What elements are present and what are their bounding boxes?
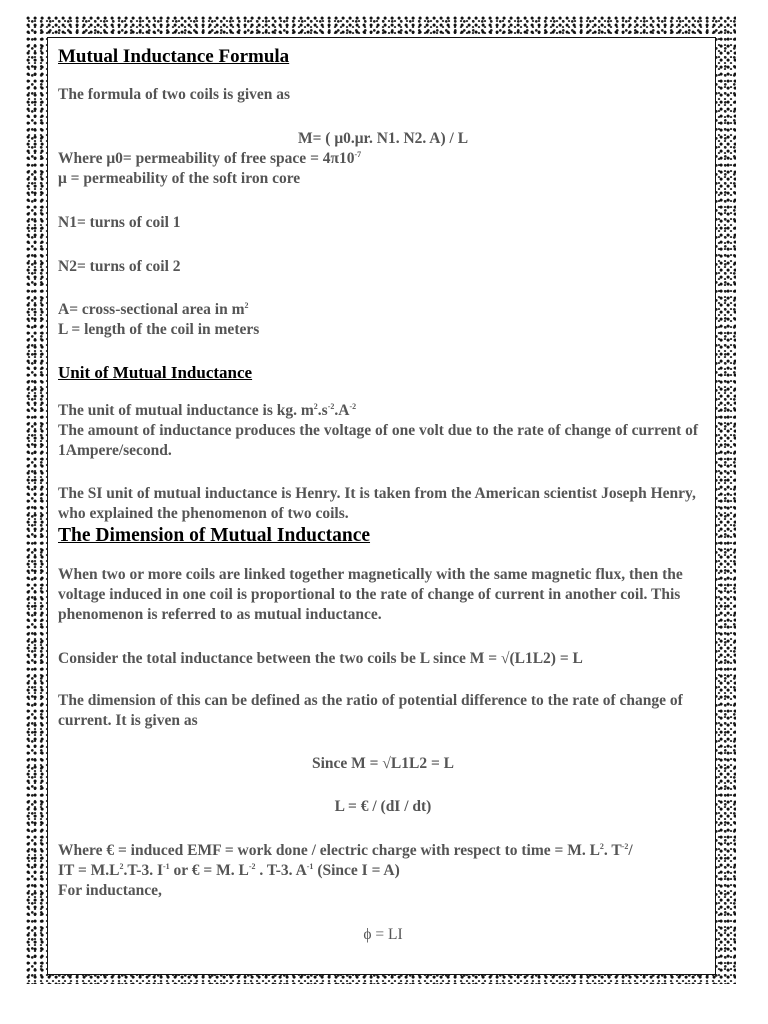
dimension-heading: The Dimension of Mutual Inductance xyxy=(58,525,371,546)
mu-definition: μ = permeability of the soft iron core xyxy=(58,170,301,187)
n1-definition: N1= turns of coil 1 xyxy=(58,214,181,231)
emf-derivation-line-2: IT = $M.L^2.T-3$. $I^{-1}$ or € = M. $L^{-2}$ . T-3. $A^{-1}$ (Since I = A) xyxy=(58,861,400,879)
dimension-paragraph-1: When two or more coils are linked together magnetically with the same magnetic flux, then the voltage induced in one coil is proportional to the rate of change of current in another coil. This phenomenon is referred to as mutual inductance. xyxy=(58,566,683,623)
flux-equation: ϕ = LI xyxy=(363,926,403,943)
equation-since-m: Since M = √L1L2 = L xyxy=(312,755,454,772)
for-inductance-label: For inductance, xyxy=(58,882,162,899)
equation-l: L = € / (dI / dt) xyxy=(334,798,432,815)
unit-statement: The unit of mutual inductance is kg. $m^2.s^{-2}.A^{-2}$ xyxy=(58,401,357,419)
mutual-inductance-equation: M= ( μ0.μr. N1. N2. A) / L xyxy=(297,130,469,147)
si-unit-paragraph: The SI unit of mutual inductance is Henry. It is taken from the American scientist Joseph Henry, who explained the phenomenon of two coils. xyxy=(58,485,696,522)
formula-heading: Mutual Inductance Formula xyxy=(58,46,290,67)
formula-intro: The formula of two coils is given as xyxy=(58,86,291,103)
dimension-paragraph-3: The dimension of this can be defined as the ratio of potential difference to the rate of change of current. It is given as xyxy=(58,692,683,729)
unit-heading: Unit of Mutual Inductance xyxy=(58,363,253,382)
length-definition: L = length of the coil in meters xyxy=(58,321,260,338)
unit-amount-paragraph: The amount of inductance produces the voltage of one volt due to the rate of change of current of 1Ampere/second. xyxy=(58,422,699,459)
dimension-paragraph-2: Consider the total inductance between the two coils be L since M = √(L1L2) = L xyxy=(58,650,583,667)
n2-definition: N2= turns of coil 2 xyxy=(58,258,181,275)
emf-derivation xyxy=(58,841,708,881)
document-page xyxy=(47,37,716,975)
emf-derivation-line-1: Where € = induced EMF = work done / electric charge with respect to time = M. $L^2$. $T^{-2}/$ xyxy=(58,841,633,859)
mu0-definition: Where μ0= permeability of free space = $4\pi 10^{-7}$ xyxy=(58,149,362,167)
area-definition: A= cross-sectional area in $m^2$ xyxy=(58,300,249,318)
